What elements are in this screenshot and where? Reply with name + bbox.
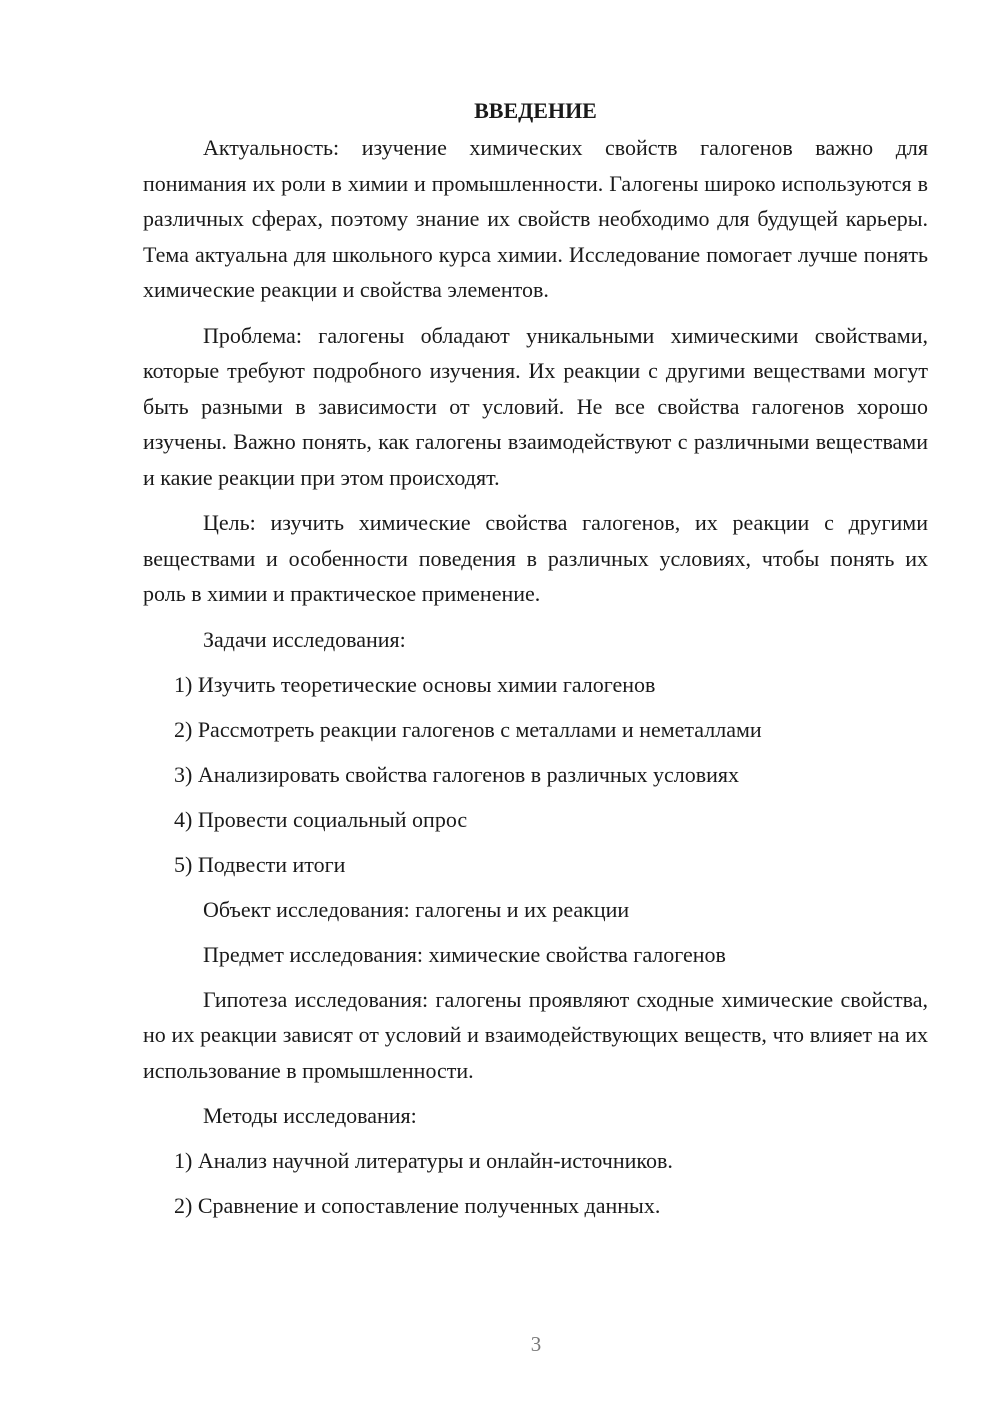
section-title: ВВЕДЕНИЕ — [474, 98, 597, 123]
page-number: 3 — [530, 1332, 542, 1356]
page-content — [143, 96, 928, 1233]
problem-paragraph: Проблема: галогены обладают уникальными химическими свойствами, которые требуют подробного изучения. Их реакции с другими веществами могут быть разными в зависимости от условий. Не все свойства галогенов хорошо изучены. Важно понять, как галогены взаимодействуют с различными веществами и какие реакции при этом происходят. — [143, 322, 928, 490]
tasks-heading: Задачи исследования: — [203, 626, 406, 652]
task-item: 1) Изучить теоретические основы химии галогенов — [174, 671, 656, 697]
hypothesis-paragraph: Гипотеза исследования: галогены проявляют сходные химические свойства, но их реакции зависят от условий и взаимодействующих веществ, что влияет на их использование в промышленности. — [143, 986, 928, 1083]
research-subject: Предмет исследования: химические свойства галогенов — [203, 941, 726, 967]
task-item: 3) Анализировать свойства галогенов в различных условиях — [174, 761, 739, 787]
task-item: 5) Подвести итоги — [174, 851, 346, 877]
method-item: 2) Сравнение и сопоставление полученных данных. — [174, 1193, 661, 1218]
relevance-paragraph: Актуальность: изучение химических свойств галогенов важно для понимания их роли в химии и промышленности. Галогены широко используются в различных сферах, поэтому знание их свойств необходимо для будущей карьеры. Тема актуальна для школьного курса химии. Исследование помогает лучше понять химические реакции и свойства элементов. — [143, 135, 928, 302]
methods-heading: Методы исследования: — [203, 1103, 417, 1128]
task-item: 2) Рассмотреть реакции галогенов с металлами и неметаллами — [174, 716, 762, 742]
method-item: 1) Анализ научной литературы и онлайн-источников. — [174, 1148, 673, 1173]
research-object: Объект исследования: галогены и их реакции — [203, 896, 630, 922]
goal-paragraph: Цель: изучить химические свойства галогенов, их реакции с другими веществами и особенности поведения в различных условиях, чтобы понять их роль в химии и практическое применение. — [143, 510, 928, 606]
task-item: 4) Провести социальный опрос — [174, 806, 468, 832]
